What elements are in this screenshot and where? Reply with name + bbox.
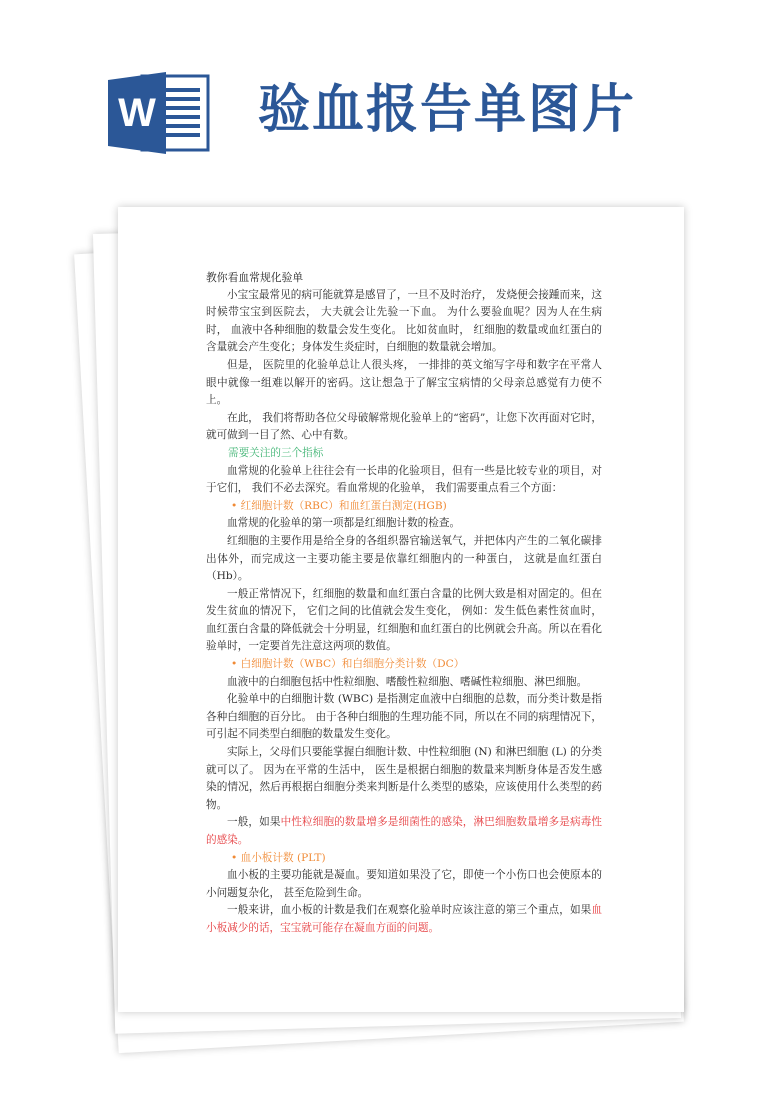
paragraph: 血常规的化验单的第一项都是红细胞计数的检查。 <box>227 517 461 530</box>
paragraph: 血常规的化验单上往往会有一长串的化验项目，但有一些是比较专业的项目，对于它们， 我们不必去深究。看血常规的化验单， 我们需要重点看三个方面： <box>206 464 602 495</box>
list-item-rbc: • 红细胞计数（RBC）和血红蛋白测定(HGB) <box>231 499 447 512</box>
page-title: 验血报告单图片 <box>258 80 637 140</box>
paragraph: 一般正常情况下，红细胞的数量和血红蛋白含量的比例大致是相对固定的。但在发生贫血的情况下， 它们之间的比值就会发生变化， 例如：发生低色素性贫血时，血红蛋白含量的降低就会十分明显，红细胞和血红蛋白的比例就会升高。所以在看化验单时，一定要首先注意这两项的数值。 <box>206 587 602 653</box>
document-page <box>118 207 684 1012</box>
document-heading: 教你看血常规化验单 <box>206 271 304 284</box>
paragraph: 血液中的白细胞包括中性粒细胞、嗜酸性粒细胞、嗜碱性粒细胞、淋巴细胞。 <box>227 675 588 688</box>
document-body <box>206 269 602 938</box>
paragraph: 实际上，父母们只要能掌握白细胞计数、中性粒细胞 (N) 和淋巴细胞 (L) 的分类就可以了。 因为在平常的生活中， 医生是根据白细胞的数量来判断身体是否发生感染的情况，然后再根据白细胞分类来判断是什么类型的感染，应该使用什么类型的药物。 <box>206 746 602 811</box>
paragraph-text: 一般来讲，血小板的计数是我们在观察化验单时应该注意的第三个重点，如果 <box>227 904 592 917</box>
paragraph <box>206 814 602 849</box>
highlight-text: 中性粒细胞的数量增多是细菌性的感染，淋巴细胞数量增多是病毒性的感染。 <box>206 816 603 846</box>
paragraph: 在此， 我们将帮助各位父母破解常规化验单上的“密码”，让您下次再面对它时，就可做到一目了然、心中有数。 <box>206 411 602 442</box>
highlight-text: 血小板减少的话，宝宝就可能存在凝血方面的问题。 <box>206 904 602 934</box>
paragraph: 化验单中的白细胞计数 (WBC) 是指测定血液中白细胞的总数，而分类计数是指各种白细胞的百分比。 由于各种白细胞的生理功能不同，所以在不同的病理情况下，可引起不同类型白细胞的数量发生变化。 <box>206 693 602 741</box>
paragraph: 但是， 医院里的化验单总让人很头疼， 一排排的英文缩写字母和数字在平常人眼中就像一组难以解开的密码。这让想急于了解宝宝病情的父母亲总感觉有力使不上。 <box>206 358 602 407</box>
section-title: 需要关注的三个指标 <box>228 446 324 459</box>
list-item-plt: • 血小板计数 (PLT) <box>231 851 326 864</box>
list-item-wbc: • 白细胞计数（WBC）和白细胞分类计数（DC） <box>231 658 465 671</box>
word-logo-letter: W <box>118 91 156 135</box>
paragraph: 红细胞的主要作用是给全身的各组织器官输送氧气，并把体内产生的二氧化碳排出体外，而完成这一主要功能主要是依靠红细胞内的一种蛋白， 这就是血红蛋白（Hb）。 <box>206 534 602 583</box>
paragraph: 血小板的主要功能就是凝血。要知道如果没了它，即使一个小伤口也会使原本的小问题复杂化， 甚至危险到生命。 <box>206 869 602 899</box>
paragraph-text: 一般，如果 <box>227 816 281 829</box>
paragraph <box>206 902 602 937</box>
paragraph: 小宝宝最常见的病可能就算是感冒了，一旦不及时治疗， 发烧便会接踵而来，这时候带宝宝到医院去， 大夫就会让先验一下血。 为什么要验血呢？因为人在生病时， 血液中各种细胞的数量会发生变化。 比如贫血时， 红细胞的数量或血红蛋白的含量就会产生变化；身体发生炎症时，白细胞的数量就会增加。 <box>206 288 602 354</box>
